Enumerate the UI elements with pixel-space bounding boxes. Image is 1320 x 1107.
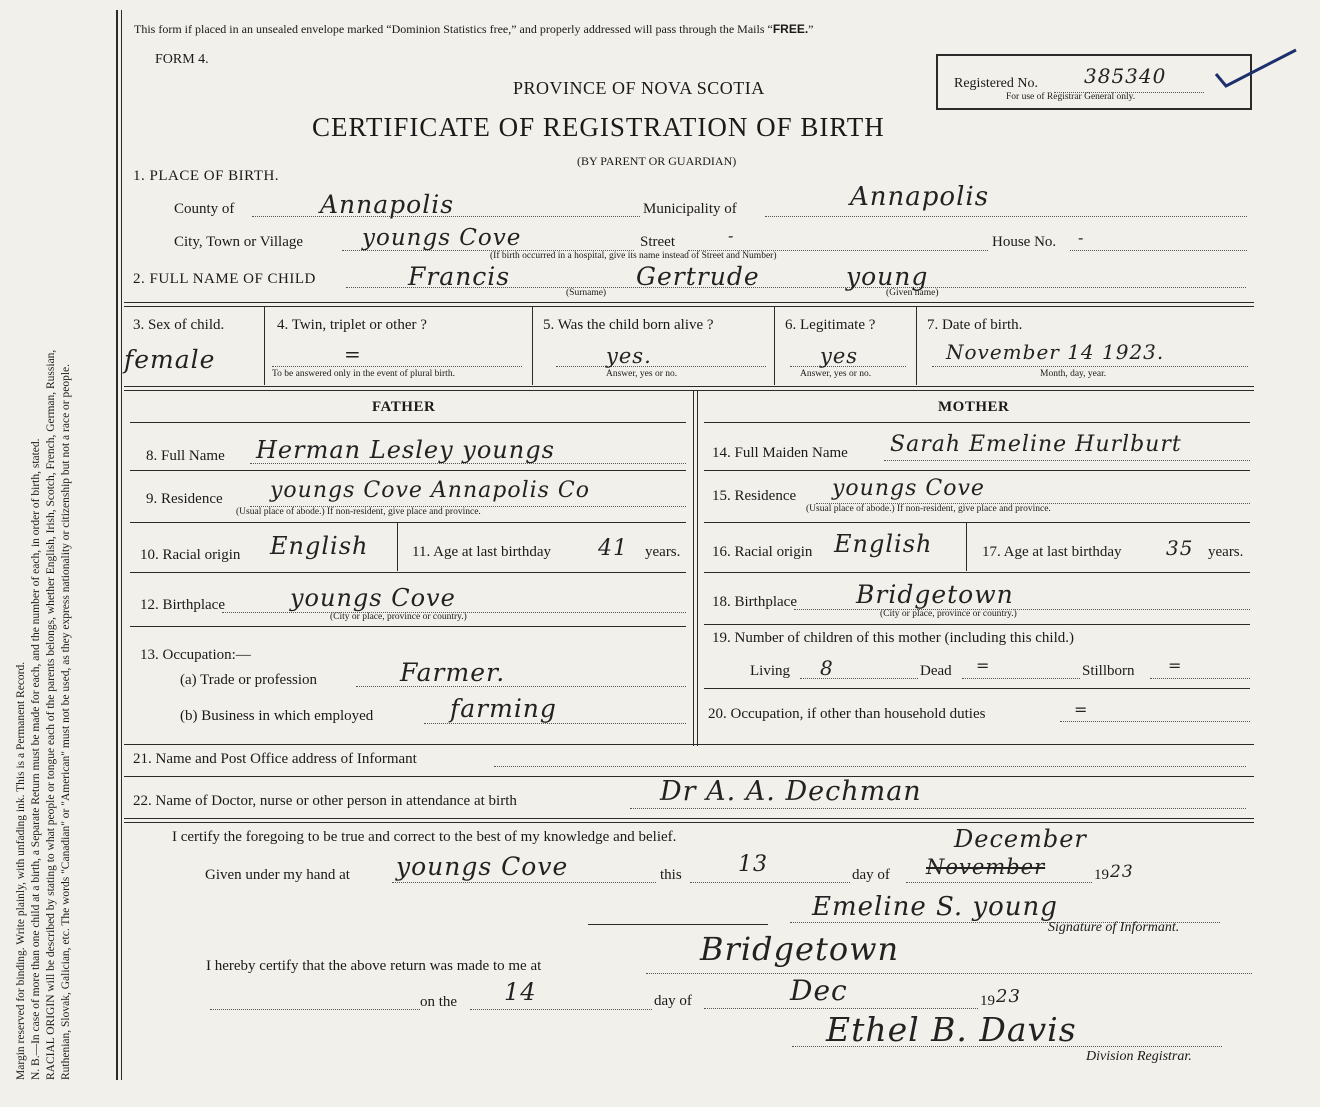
- street-note: (If birth occurred in a hospital, give its name instead of Street and Number): [490, 251, 777, 261]
- given-name-note: (Given name): [886, 288, 939, 298]
- certify-text: I certify the foregoing to be true and correct to the best of my knowledge and belief.: [172, 829, 677, 845]
- street-value: -: [728, 226, 735, 245]
- mother-name-value: Sarah Emeline Hurlburt: [890, 432, 1182, 457]
- place-of-birth-heading: 1. PLACE OF BIRTH.: [133, 168, 280, 184]
- page-title: CERTIFICATE OF REGISTRATION OF BIRTH: [312, 112, 885, 142]
- given-year-value: 23: [1110, 862, 1134, 882]
- mother-birthplace-note: (City or place, province or country.): [880, 609, 1017, 619]
- mother-residence-value: youngs Cove: [832, 476, 985, 501]
- municipality-label: Municipality of: [643, 201, 737, 217]
- this-label: this: [660, 867, 682, 883]
- registrar-certify-text: I hereby certify that the above return was made to me at: [206, 958, 542, 974]
- mother-age-value: 35: [1166, 536, 1194, 560]
- street-label: Street: [640, 234, 675, 250]
- living-value: 8: [820, 656, 834, 680]
- child-given-name: young: [846, 262, 929, 291]
- twin-label: 4. Twin, triplet or other ?: [277, 317, 427, 333]
- legitimate-label: 6. Legitimate ?: [785, 317, 876, 333]
- stillborn-label: Stillborn: [1082, 663, 1135, 679]
- mother-age-label: 17. Age at last birthday: [982, 544, 1122, 560]
- doctor-label: 22. Name of Doctor, nurse or other person in attendance at birth: [133, 793, 517, 809]
- mother-race-value: English: [834, 530, 933, 558]
- twin-note: To be answered only in the event of plural birth.: [272, 369, 455, 379]
- mother-birthplace-value: Bridgetown: [856, 580, 1014, 609]
- trade-value: Farmer.: [400, 658, 506, 687]
- given-month-struck: November: [926, 855, 1046, 879]
- stillborn-value: =: [1168, 656, 1183, 675]
- informant-signature-label: Signature of Informant.: [1048, 920, 1180, 935]
- house-value: -: [1078, 228, 1085, 247]
- twin-value: =: [344, 342, 362, 366]
- registrar-year-value: 23: [996, 986, 1021, 1007]
- given-year-prefix: 19: [1094, 867, 1109, 883]
- sex-value: female: [124, 345, 216, 374]
- sex-label: 3. Sex of child.: [133, 317, 225, 333]
- father-occupation-label: 13. Occupation:—: [140, 647, 251, 663]
- father-residence-value: youngs Cove Annapolis Co: [270, 478, 591, 503]
- trade-label: (a) Trade or profession: [180, 672, 318, 688]
- mother-race-label: 16. Racial origin: [712, 544, 813, 560]
- father-name-label: 8. Full Name: [146, 448, 225, 464]
- legitimate-value: yes: [820, 344, 859, 368]
- father-race-value: English: [270, 532, 369, 560]
- father-birthplace-value: youngs Cove: [290, 584, 456, 612]
- father-age-label: 11. Age at last birthday: [412, 544, 551, 560]
- margin-border: [116, 10, 118, 1080]
- registrar-day-value: 14: [504, 978, 537, 1006]
- on-the-label: on the: [420, 994, 458, 1010]
- mother-heading: MOTHER: [938, 399, 1010, 415]
- city-value: youngs Cove: [362, 225, 522, 251]
- registered-number: 385340: [1084, 64, 1167, 88]
- form-number: FORM 4.: [155, 52, 209, 67]
- living-label: Living: [750, 663, 790, 679]
- margin-note: RACIAL ORIGIN will be described by stating to what people or tongue each of the parents belongs, whether English, Irish, Scotch, French, German, Russian,: [45, 349, 57, 1080]
- margin-note: N. B.—In case of more than one child at a birth, a Separate Return must be made for each, and the number of each, in order of birth, stated.: [30, 438, 42, 1080]
- given-place-value: youngs Cove: [396, 852, 569, 881]
- mother-name-label: 14. Full Maiden Name: [712, 445, 848, 461]
- registrar-signature-label: Division Registrar.: [1086, 1049, 1192, 1064]
- given-month-correction: December: [954, 825, 1087, 853]
- registrar-day-of-label: day of: [654, 993, 692, 1009]
- given-label: Given under my hand at: [205, 867, 350, 883]
- father-residence-label: 9. Residence: [146, 491, 223, 507]
- mother-birthplace-label: 18. Birthplace: [712, 594, 797, 610]
- father-residence-note: (Usual place of abode.) If non-resident, give place and province.: [236, 507, 481, 517]
- father-age-unit: years.: [645, 544, 681, 560]
- registrar-signature: Ethel B. Davis: [826, 1010, 1077, 1049]
- mail-notice: This form if placed in an unsealed envelope marked “Dominion Statistics free,” and properly addressed will pass through the Mails “FREE.”: [134, 22, 814, 36]
- province-heading: PROVINCE OF NOVA SCOTIA: [513, 78, 765, 98]
- dob-label: 7. Date of birth.: [927, 317, 1023, 333]
- child-name-label: 2. FULL NAME OF CHILD: [133, 271, 316, 287]
- business-value: farming: [450, 694, 557, 723]
- city-label: City, Town or Village: [174, 234, 304, 250]
- dob-value: November 14 1923.: [946, 340, 1165, 364]
- given-day-value: 13: [738, 852, 768, 877]
- doctor-value: Dr A. A. Dechman: [660, 776, 922, 807]
- margin-border-inner: [121, 10, 122, 1080]
- father-name-value: Herman Lesley youngs: [256, 436, 555, 464]
- registered-note: For use of Registrar General only.: [1006, 92, 1136, 102]
- legitimate-note: Answer, yes or no.: [800, 369, 872, 379]
- check-mark-icon: [1212, 46, 1302, 96]
- children-count-label: 19. Number of children of this mother (including this child.): [712, 630, 1075, 646]
- page-subtitle: (BY PARENT OR GUARDIAN): [577, 154, 737, 168]
- mother-residence-label: 15. Residence: [712, 488, 797, 504]
- registrar-place-value: Bridgetown: [700, 930, 900, 968]
- margin-note: Margin reserved for binding. Write plainly, with unfading ink. This is a Permanent Record.: [15, 661, 27, 1080]
- registration-box: [936, 54, 1252, 110]
- mother-occupation-value: =: [1074, 700, 1089, 719]
- margin-notes: [14, 20, 74, 1080]
- dead-label: Dead: [920, 663, 952, 679]
- house-label: House No.: [992, 234, 1057, 250]
- father-heading: FATHER: [372, 399, 436, 415]
- father-birthplace-note: (City or place, province or country.): [330, 612, 467, 622]
- father-race-label: 10. Racial origin: [140, 547, 241, 563]
- mother-occupation-label: 20. Occupation, if other than household duties: [708, 706, 986, 722]
- child-first-name: Francis: [408, 262, 511, 291]
- registrar-year-prefix: 19: [980, 993, 995, 1009]
- father-birthplace-label: 12. Birthplace: [140, 597, 225, 613]
- informant-label: 21. Name and Post Office address of Informant: [133, 751, 417, 767]
- alive-note: Answer, yes or no.: [606, 369, 678, 379]
- dead-value: =: [976, 656, 991, 675]
- informant-signature: Emeline S. young: [812, 892, 1058, 922]
- mother-residence-note: (Usual place of abode.) If non-resident, give place and province.: [806, 504, 1051, 514]
- dob-note: Month, day, year.: [1040, 369, 1107, 379]
- mother-age-unit: years.: [1208, 544, 1244, 560]
- business-label: (b) Business in which employed: [180, 708, 374, 724]
- county-label: County of: [174, 201, 235, 217]
- father-age-value: 41: [598, 536, 628, 561]
- margin-note: Ruthenian, Slovak, Galician, etc. The words "Canadian" or "American" must not be used, as they express nationality or citizenship but not a race or people.: [60, 363, 72, 1080]
- registered-label: Registered No.: [954, 76, 1038, 91]
- child-middle-name: Gertrude: [636, 262, 760, 291]
- county-value: Annapolis: [320, 190, 455, 219]
- alive-value: yes.: [606, 344, 652, 368]
- alive-label: 5. Was the child born alive ?: [543, 317, 714, 333]
- surname-note: (Surname): [566, 288, 607, 298]
- given-day-of-label: day of: [852, 867, 890, 883]
- registrar-month-value: Dec: [790, 974, 848, 1007]
- municipality-value: Annapolis: [850, 182, 990, 212]
